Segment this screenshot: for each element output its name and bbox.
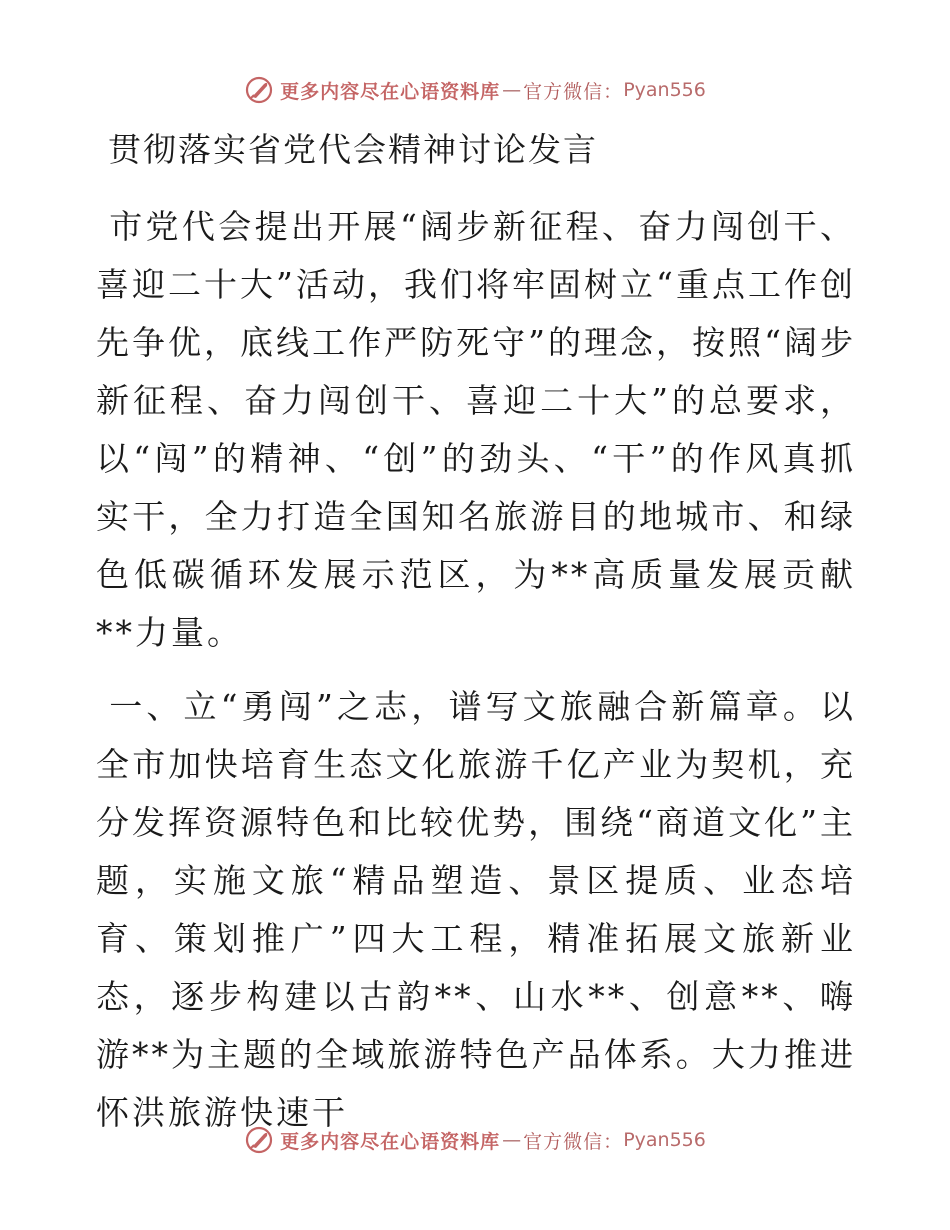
quill-circle-icon	[244, 75, 274, 105]
banner-slogan: 更多内容尽在心语资料库	[280, 1130, 501, 1153]
banner-separator: —	[502, 79, 522, 101]
banner-wechat-id: Pyan556	[623, 1129, 706, 1151]
paragraph-section-one: 一、立“勇闯”之志，谱写文旅融合新篇章。以全市加快培育生态文化旅游千亿产业为契机，充分发挥资源特色和比较优势，围绕“商道文化”主题，实施文旅“精品塑造、景区提质、业态培育、策划推广”四大工程，精准拓展文旅新业态，逐步构建以古韵**、山水**、创意**、嗨游**为主题的全域旅游特色产品体系。大力推进怀洪旅游快速干	[96, 687, 856, 1132]
banner-separator: —	[502, 1129, 522, 1151]
footer-watermark-banner	[0, 1124, 950, 1156]
paragraph-intro: 市党代会提出开展“阔步新征程、奋力闯创干、喜迎二十大”活动，我们将牢固树立“重点工作创先争优，底线工作严防死守”的理念，按照“阔步新征程、奋力闯创干、喜迎二十大”的总要求，以“闯”的精神、“创”的劲头、“干”的作风真抓实干，全力打造全国知名旅游目的地城市、和绿色低碳循环发展示范区，为**高质量发展贡献**力量。	[96, 207, 856, 652]
document-title: 贯彻落实省党代会精神讨论发言	[108, 130, 598, 169]
banner-wechat-id: Pyan556	[623, 79, 706, 101]
banner-slogan: 更多内容尽在心语资料库	[280, 80, 501, 103]
banner-wechat-label: 官方微信：	[523, 1130, 624, 1153]
header-watermark-banner	[0, 74, 950, 106]
document-body	[96, 198, 856, 1142]
banner-wechat-label: 官方微信：	[523, 80, 624, 103]
quill-circle-icon	[244, 1125, 274, 1155]
